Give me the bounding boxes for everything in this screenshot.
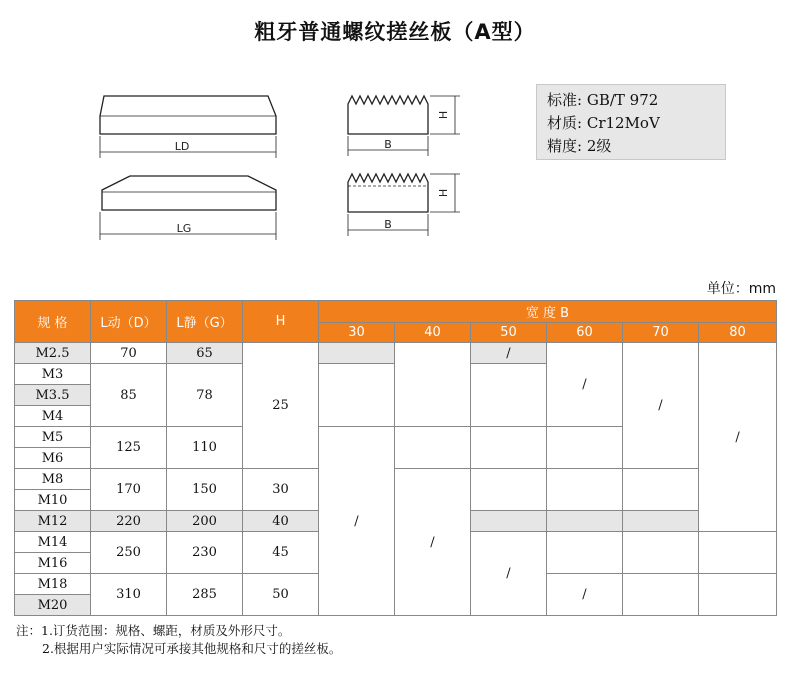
ld-cell: 70 [91, 343, 167, 364]
spec-precision: 精度: 2级 [547, 137, 612, 155]
header-width-60: 60 [547, 323, 623, 343]
ld-cell: 310 [91, 574, 167, 616]
size-cell: M3.5 [15, 385, 91, 406]
size-cell: M5 [15, 427, 91, 448]
size-cell: M2.5 [15, 343, 91, 364]
spec-table [14, 300, 777, 616]
ld-cell: 125 [91, 427, 167, 469]
dash-cell: / [623, 343, 699, 469]
spec-material: 材质: Cr12MoV [547, 114, 660, 132]
header-width-40: 40 [395, 323, 471, 343]
lg-label: LG [176, 222, 192, 235]
side-view-bottom [348, 174, 428, 212]
unit-label: 单位：mm [706, 281, 776, 297]
h-cell: 25 [243, 343, 319, 469]
lg-cell: 65 [167, 343, 243, 364]
dash-cell: / [471, 532, 547, 616]
header-ld: L动（D） [91, 301, 167, 343]
size-cell: M20 [15, 595, 91, 616]
size-cell: M3 [15, 364, 91, 385]
lg-cell: 110 [167, 427, 243, 469]
h-cell: 45 [243, 532, 319, 574]
dash-cell: / [699, 343, 777, 532]
lg-cell: 230 [167, 532, 243, 574]
h-cell: 50 [243, 574, 319, 616]
dash-cell: / [319, 427, 395, 616]
lg-cell: 285 [167, 574, 243, 616]
dash-cell: / [395, 469, 471, 616]
size-cell: M12 [15, 511, 91, 532]
page-title: 粗牙普通螺纹搓丝板（A型） [254, 20, 536, 44]
header-spec: 规 格 [15, 301, 91, 343]
size-cell: M8 [15, 469, 91, 490]
spec-box [536, 84, 726, 160]
plate-ld-outline [100, 96, 276, 134]
header-width-30: 30 [319, 323, 395, 343]
lg-cell: 78 [167, 364, 243, 427]
size-cell: M14 [15, 532, 91, 553]
header-lg: L静（G） [167, 301, 243, 343]
note-1: 注：1.订货范围：规格、螺距，材质及外形尺寸。 [16, 623, 291, 638]
spec-standard: 标准: GB/T 972 [547, 91, 659, 109]
ld-cell: 250 [91, 532, 167, 574]
notes [16, 622, 341, 658]
size-cell: M4 [15, 406, 91, 427]
lg-cell: 200 [167, 511, 243, 532]
size-cell: M10 [15, 490, 91, 511]
h-label-2: H [437, 188, 450, 198]
size-cell: M6 [15, 448, 91, 469]
dash-cell: / [547, 343, 623, 427]
header-width-50: 50 [471, 323, 547, 343]
header-width-80: 80 [699, 323, 777, 343]
header-width: 宽 度 B [319, 301, 777, 323]
h-label-1: H [437, 110, 450, 120]
plate-lg-outline [102, 176, 276, 210]
dash-cell: / [471, 343, 547, 364]
note-2: 2.根据用户实际情况可承接其他规格和尺寸的搓丝板。 [42, 641, 342, 656]
ld-cell: 220 [91, 511, 167, 532]
ld-cell: 85 [91, 364, 167, 427]
size-cell: M18 [15, 574, 91, 595]
header-h: H [243, 301, 319, 343]
size-cell: M16 [15, 553, 91, 574]
b-label-1: B [384, 138, 392, 151]
side-view-top [348, 96, 428, 134]
b-label-2: B [384, 218, 392, 231]
h-cell: 40 [243, 511, 319, 532]
h-cell: 30 [243, 469, 319, 511]
dash-cell: / [547, 574, 623, 616]
lg-cell: 150 [167, 469, 243, 511]
ld-cell: 170 [91, 469, 167, 511]
header-width-70: 70 [623, 323, 699, 343]
ld-label: LD [174, 140, 190, 153]
